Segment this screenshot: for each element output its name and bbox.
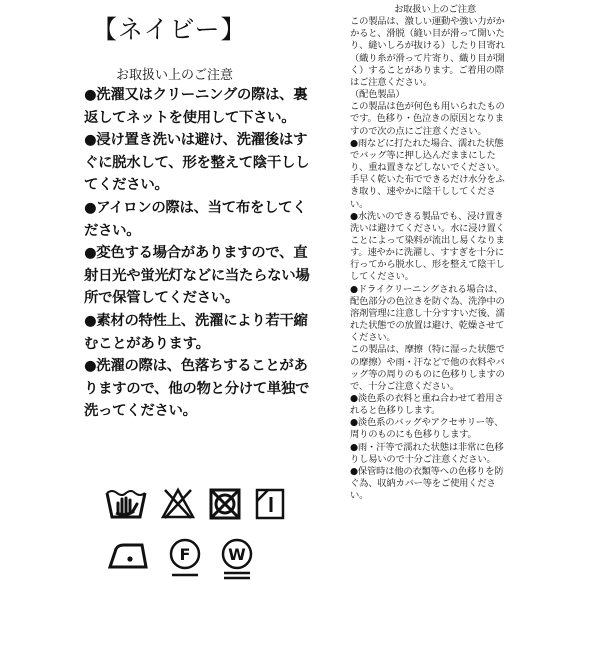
iron-low-icon: [104, 537, 152, 573]
svg-text:W: W: [228, 545, 246, 564]
detail-note: ●雨・汗等で濡れた状態は非常に色移りし易いので十分ご注意ください。: [350, 441, 504, 465]
color-heading: 【ネイビー】: [92, 15, 247, 44]
detail-note: この製品は色が何色も用いられたものです。色移り・色泣きの原因となりますので次の点にご注意ください。: [350, 101, 505, 137]
drip-dry-shade-icon: [254, 487, 286, 521]
detail-note: ●保管時は他の衣類等への色移りを防ぐ為、収納カバー等をご使用ください。: [350, 465, 504, 502]
detail-note: ●ドライクリーニングされる場合は、配色部分の色泣きを防ぐ為、洗浄中の溶剤管理に注意し十分すすいだ後、濡れた状態での放置は避け、乾燥させてください。: [350, 283, 505, 344]
detail-title: お取扱い上のご注意: [394, 4, 476, 15]
care-note: ●浸け置き洗いは避け、洗濯後はすぐに脱水して、形を整えて陰干ししてください。: [84, 132, 310, 194]
detail-note: ●淡色系の衣料と重ね合わせて着用されると色移りします。: [350, 393, 504, 417]
care-instructions-detail: [350, 4, 510, 502]
care-title: お取扱い上のご注意: [116, 68, 234, 83]
wet-clean-w-icon: [218, 537, 256, 581]
care-symbols-row-2: [104, 537, 256, 581]
care-symbols-row-1: [104, 487, 286, 521]
detail-section-label: （配色製品）: [350, 89, 405, 101]
care-note: ●洗濯又はクリーニングの際は、裏返してネットを使用して下さい。: [84, 87, 308, 126]
hand-wash-icon: [104, 487, 148, 521]
care-note: ●素材の特性上、洗濯により若干縮むことがあります。: [84, 312, 308, 352]
no-tumble-dry-icon: [208, 487, 242, 521]
detail-note: ●水洗いのできる製品でも、浸け置き洗いは避けてください。水に浸け置くことによって染料が流出し易くなります。速やかに洗濯し、すすぎを十分に行ってから脱水し、形を整えて陰干ししてください。: [350, 210, 505, 283]
svg-text:F: F: [179, 545, 191, 564]
care-note: ●変色する場合がありますので、直射日光や蛍光灯などに当たらない場所で保管してください。: [84, 245, 310, 307]
detail-note: ●淡色系のバッグやアクセサリー等、周りのものにも色移りします。: [350, 417, 504, 441]
no-bleach-icon: [160, 487, 196, 521]
detail-note: この製品は、摩擦（特に湿った状態での摩擦）や雨・汗などで他の衣料やバッグ等の周りのものに色移りしますので、十分ご注意ください。: [350, 344, 505, 392]
dry-clean-f-icon: [166, 537, 204, 579]
care-note: ●洗濯の際は、色落ちすることがありますので、他の物と分けて単独で洗ってください。: [84, 358, 310, 420]
care-note: ●アイロンの際は、当て布をしてください。: [84, 199, 307, 239]
care-instructions-main: [84, 84, 320, 423]
detail-note: ●雨などに打たれた場合、濡れた状態でバッグ等に押し込んだままにしたり、重ね置きなどしないでください。手早く乾いた布でできるだけ水分をふき取り、速やかに陰干ししてください。: [350, 137, 505, 210]
detail-note: この製品は、激しい運動や強い力がかかると、滑脱（縫い目が滑って開いたり、縫いしろが抜ける）したり目寄れ（織り糸が滑って片寄り、織り目が開く）することがあります。ご着用の際はご注意ください。: [350, 16, 505, 88]
